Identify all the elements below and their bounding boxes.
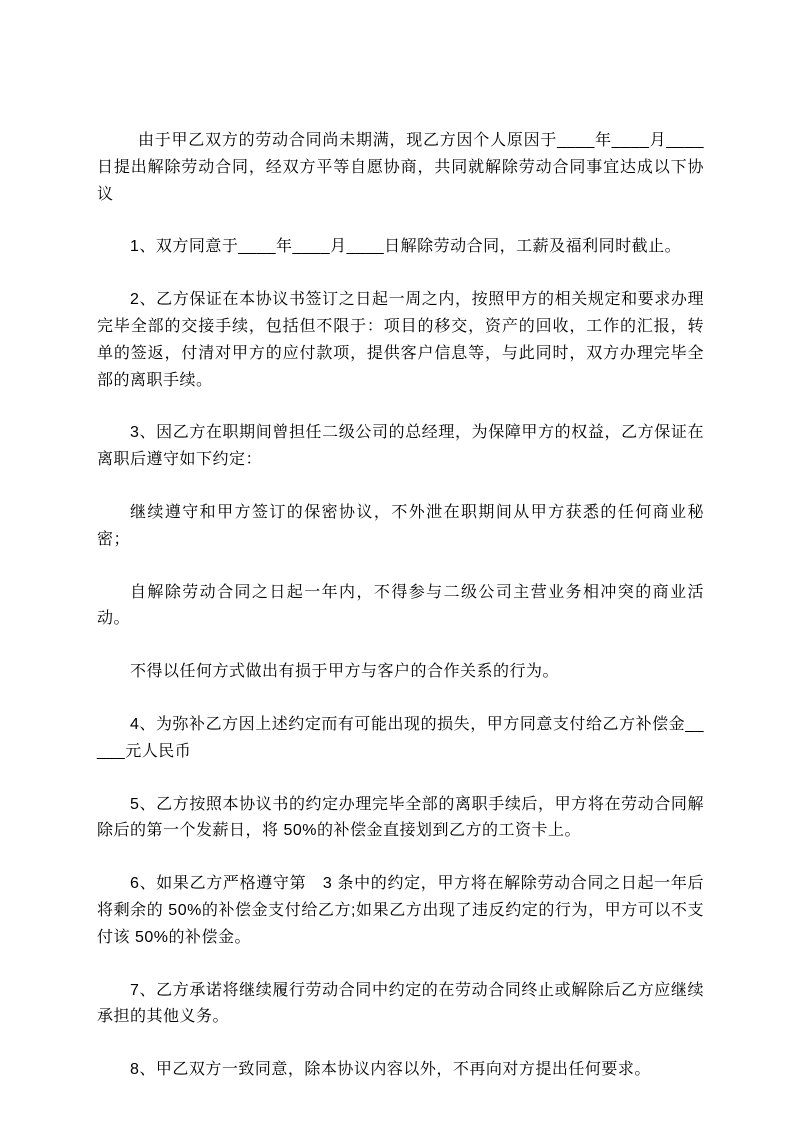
clause-6: 6、如果乙方严格遵守第 3 条中的约定，甲方将在解除劳动合同之日起一年后将剩余的 50%的补偿金支付给乙方;如果乙方出现了违反约定的行为，甲方可以不支付该 50%的补偿金。 <box>97 875 704 946</box>
clause-2: 2、乙方保证在本协议书签订之日起一周之内，按照甲方的相关规定和要求办理完毕全部的交接手续，包括但不限于：项目的移交，资产的回收，工作的汇报，转单的签返，付清对甲方的应付款项，提供客户信息等，与此同时，双方办理完毕全部的离职手续。 <box>97 291 704 389</box>
document-body <box>97 128 704 1110</box>
clause-3-sub-1: 继续遵守和甲方签订的保密协议，不外泄在职期间从甲方获悉的任何商业秘密； <box>97 503 704 548</box>
clause-5: 5、乙方按照本协议书的约定办理完毕全部的离职手续后，甲方将在劳动合同解除后的第一个发薪日，将 50%的补偿金直接划到乙方的工资卡上。 <box>97 795 704 840</box>
clause-8: 8、甲乙双方一致同意，除本协议内容以外，不再向对方提出任何要求。 <box>130 1061 651 1079</box>
clause-4: 4、为弥补乙方因上述约定而有可能出现的损失，甲方同意支付给乙方补偿金_____元人民币 <box>97 715 704 760</box>
clause-3: 3、因乙方在职期间曾担任二级公司的总经理，为保障甲方的权益，乙方保证在离职后遵守如下约定： <box>97 424 704 469</box>
clause-3-sub-3: 不得以任何方式做出有损于甲方与客户的合作关系的行为。 <box>130 663 560 681</box>
clause-3-sub-2: 自解除劳动合同之日起一年内，不得参与二级公司主营业务相冲突的商业活动。 <box>97 583 704 628</box>
clause-1: 1、双方同意于____年____月____日解除劳动合同，工薪及福利同时截止。 <box>130 238 682 256</box>
clause-7: 7、乙方承诺将继续履行劳动合同中约定的在劳动合同终止或解除后乙方应继续承担的其他义务。 <box>97 981 704 1026</box>
paragraph-intro: 由于甲乙双方的劳动合同尚未期满，现乙方因个人原因于____年____月____日提出解除劳动合同，经双方平等自愿协商，共同就解除劳动合同事宜达成以下协议 <box>97 132 704 203</box>
